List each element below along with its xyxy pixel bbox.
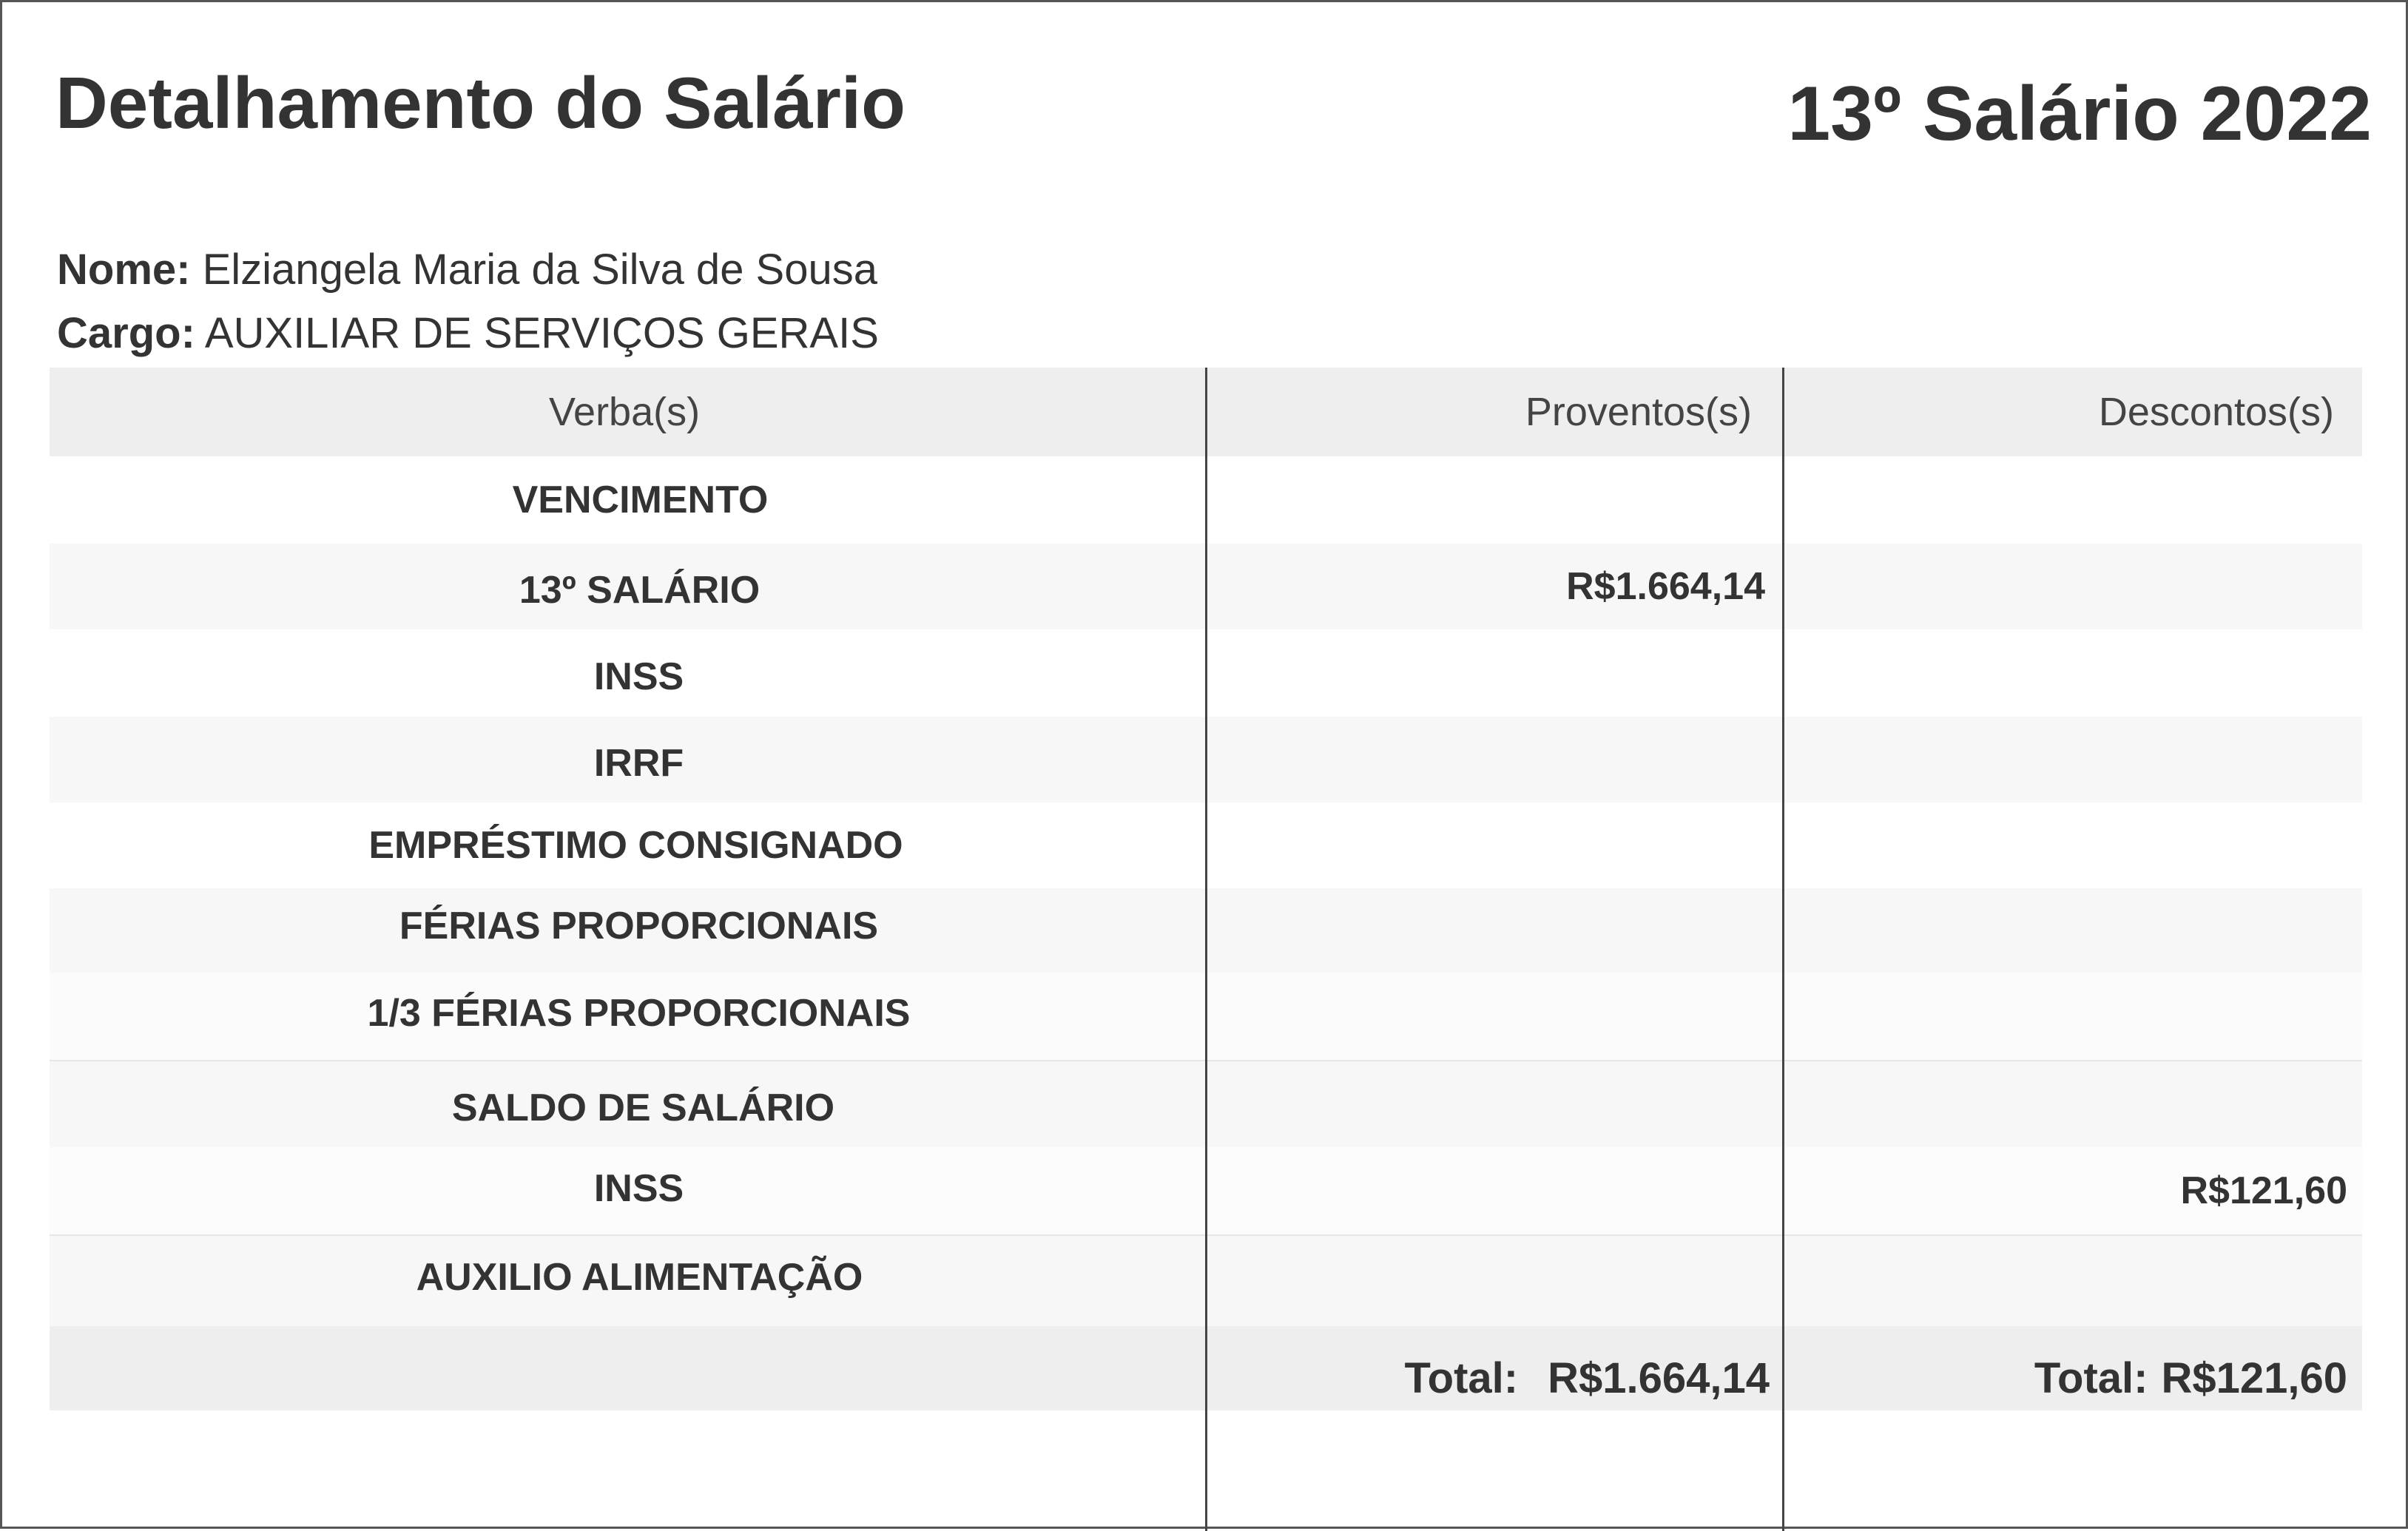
employee-role-line <box>57 308 879 358</box>
total-proventos-label: Total: <box>1404 1354 1519 1402</box>
verba-cell: INSS <box>593 1167 684 1210</box>
verba-cell: INSS <box>593 655 684 698</box>
descontos-cell <box>1783 629 2362 717</box>
column-divider <box>1782 368 1784 1531</box>
descontos-cell: R$121,60 <box>2180 1169 2347 1212</box>
proventos-cell <box>1206 629 1783 717</box>
verba-cell: 1/3 FÉRIAS PROPORCIONAIS <box>367 992 911 1035</box>
verba-cell: IRRF <box>593 742 684 785</box>
proventos-cell: R$1.664,14 <box>1566 565 1765 608</box>
proventos-cell <box>1206 1147 1783 1234</box>
employee-role: AUXILIAR DE SERVIÇOS GERAIS <box>204 309 879 357</box>
proventos-cell <box>1206 717 1783 802</box>
proventos-cell <box>1206 1061 1783 1147</box>
total-descontos-label: Total: <box>2034 1354 2148 1402</box>
employee-role-label: Cargo: <box>57 309 195 357</box>
descontos-cell <box>1783 717 2362 802</box>
period-title: 13º Salário 2022 <box>1787 71 2372 157</box>
column-divider <box>1205 368 1207 1531</box>
total-descontos-value: R$121,60 <box>2161 1354 2347 1402</box>
totals-empty-cell <box>50 1326 1206 1410</box>
verba-cell: 13º SALÁRIO <box>519 569 760 612</box>
verba-cell: VENCIMENTO <box>512 479 769 521</box>
verba-cell: FÉRIAS PROPORCIONAIS <box>399 905 879 947</box>
column-header-descontos: Descontos(s) <box>2098 390 2334 434</box>
descontos-cell <box>1783 802 2362 888</box>
column-header-verba: Verba(s) <box>549 390 701 434</box>
page-title: Detalhamento do Salário <box>55 62 906 143</box>
employee-name: Elziangela Maria da Silva de Sousa <box>202 246 878 294</box>
verba-cell: AUXILIO ALIMENTAÇÃO <box>416 1256 863 1299</box>
descontos-cell <box>1783 973 2362 1060</box>
descontos-cell <box>1783 544 2362 629</box>
proventos-cell <box>1206 973 1783 1060</box>
verba-cell: SALDO DE SALÁRIO <box>451 1086 835 1129</box>
column-header-proventos: Proventos(s) <box>1525 390 1752 434</box>
employee-name-label: Nome: <box>57 246 191 294</box>
total-proventos-cell <box>1206 1326 1783 1410</box>
descontos-cell <box>1783 1236 2362 1326</box>
total-descontos-cell <box>1783 1326 2362 1410</box>
verba-cell: EMPRÉSTIMO CONSIGNADO <box>368 824 903 867</box>
descontos-cell <box>1783 1061 2362 1147</box>
descontos-cell <box>1783 456 2362 544</box>
proventos-cell <box>1206 1236 1783 1326</box>
employee-name-line <box>57 245 877 294</box>
proventos-cell <box>1206 888 1783 973</box>
total-proventos-value: R$1.664,14 <box>1548 1354 1770 1402</box>
descontos-cell <box>1783 888 2362 973</box>
proventos-cell <box>1206 456 1783 544</box>
proventos-cell <box>1206 802 1783 888</box>
